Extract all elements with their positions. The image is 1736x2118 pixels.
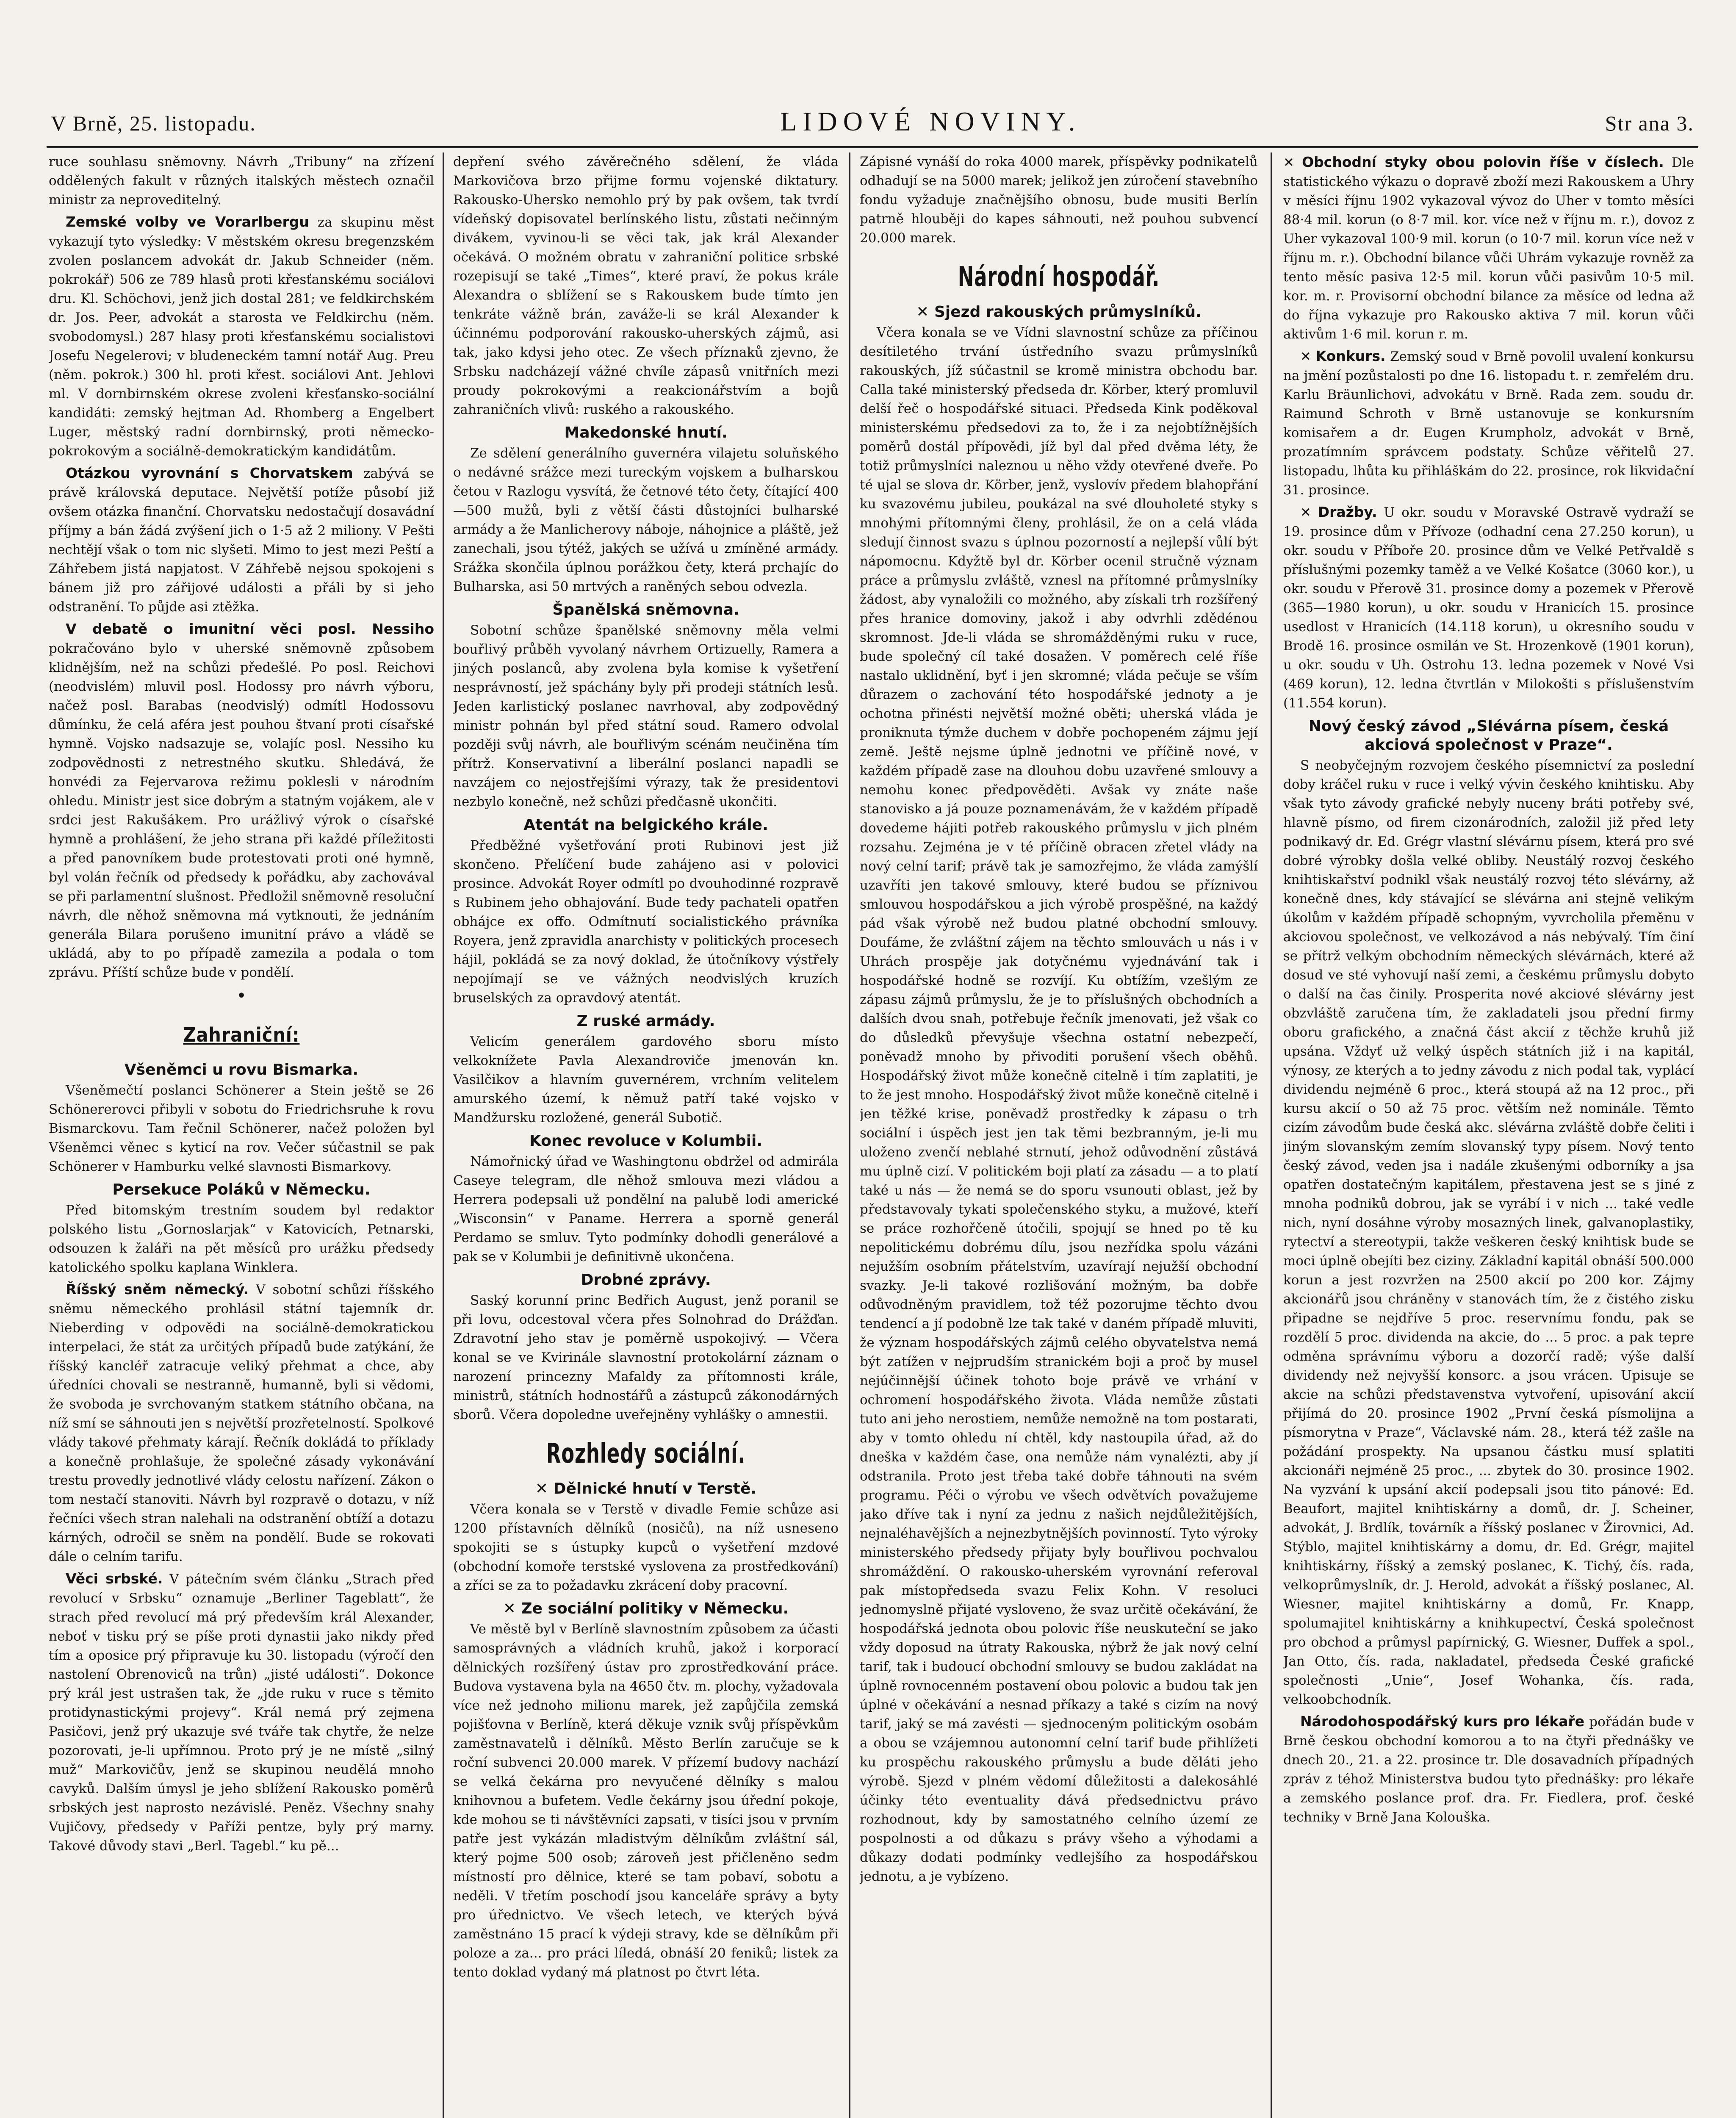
article-text: Zápisné vynáší do roka 4000 marek, příspěvky podnikatelů odhadují se na 5000 marek; jelikož jen zúročení stavebního fondu vyžaduje značnějšího obnosu, bude musiti Berlín patrně hlouběji do kapes sáhnouti, než pouhou subvencí 20.000 marek. xyxy=(860,154,1258,246)
section-heading-zahranicni: Zahraniční: xyxy=(183,1023,300,1046)
article-text: Sobotní schůze španělské sněmovny měla velmi bouřlivý průběh vyvolaný návrhem Ortizuelly, Ramera a jiných poslanců, aby zvolena byla komise k vyšetření nesprávností, jež spáchány byly při prodeji státních lesů. Jeden karlistický poslanec navrhoval, aby zodpovědný ministr pohnán byl před státní soud. Ramero odvolal později svůj návrh, ale bouřlivým scénám neučiněna tím přítrž. Konservativní a liberální poslanci napadli se navzájem co nejostřejšími výrazy, tak že presidentovi nezbylo konečně, než schůzi předčasně ukončiti. xyxy=(453,623,839,809)
article-text: Zemský soud v Brně povolil uvalení konkursu na jmění pozůstalosti po dne 16. listopadu t. r. zemřelém dru. Karlu Bräunlichovi, advokátu v Brně. Rada zem. soudu dr. Raimund Schroth v Brně ustanovuje se konkursním komisařem a dr. Eugen Krumpholz, advokát v Brně, prozatímním správcem podstaty. Schůze věřitelů 27. listopadu, lhůta ku přihláškám do 22. prosince, rok likvidační 31. prosince. xyxy=(1283,349,1694,498)
article-text: Ve městě byl v Berlíně slavnostním způsobem za účasti samosprávných a vládních kruhů, jakož i korporací dělnických rozšířený ústav pro zprostředkování práce. Budova vystavena byla na 4650 čtv. m. plochy, vyžadovala více než jednoho milionu marek, jež zapůjčila zemská pojišťovna v Berlíně, která děkuje vznik svůj příspěvkům zaměstnavatelů i dělníků. Město Berlín zaručuje se k roční subvenci 20.000 marek. V přízemí budovy nachází se velká čekárna pro nevyučené dělníky s malou knihovnou a bufetem. Vedle čekárny jsou úřední pokoje, kde mohou se ti návštěvníci zapsati, v tisíci jsou v prvním patře jest vykázán mladistvým dělníkům zvláštní sál, který pojme 500 osob; zároveň jest přičleněno sedm místností pro dělnice, které se tam pobaví, sobotu a neděli. V třetím poschodí jsou kanceláře správy a byty pro úřednictvo. Ve všech letech, ve kterých bývá zaměstnáno 15 prací k výdeji stravy, kde se dělníkům při poloze a za... pro práci líledá, obnáší 20 feniků; listek za tento doklad vydaný má platnost po čtvrt léta. xyxy=(453,1622,839,1980)
article-heading: Konec revoluce v Kolumbii. xyxy=(529,1132,763,1150)
article-heading: ✕ Ze sociální politiky v Německu. xyxy=(503,1600,789,1617)
article-heading: Drobné zprávy. xyxy=(581,1271,711,1289)
column-divider xyxy=(849,152,850,2118)
article-heading: Říšský sněm německý. xyxy=(66,1281,249,1297)
article-heading: Persekuce Poláků v Německu. xyxy=(112,1181,371,1198)
article-heading: Věci srbské. xyxy=(66,1570,163,1587)
article-heading: ✕ Dělnické hnutí v Terstě. xyxy=(535,1480,757,1497)
article-heading: V debatě o imunitní věci posl. Nessiho xyxy=(66,621,434,637)
cross-mark-icon: ✕ xyxy=(1300,505,1311,520)
article-heading: ✕ Sjezd rakouských průmyslníků. xyxy=(916,303,1202,321)
section-heading-narodni-hospodar: Národní hospodář. xyxy=(958,261,1160,293)
article-heading: Konkurs. xyxy=(1315,348,1386,364)
article-text: ruce souhlasu sněmovny. Návrh „Tribuny“ na zřízení oddělených fakult v různých italských městech označil ministr za neproveditelný. xyxy=(49,154,434,208)
article-text: Předběžné vyšetřování proti Rubinovi jest již skončeno. Přelíčení bude zahájeno asi v polovici prosince. Advokát Royer odmítl po dvouhodinné rozpravě s Rubinem jeho obhajování. Bude tedy pachateli opatřen obhájce ex offo. Odmítnutí socialistického právníka Royera, jenž zpravidla anarchisty v politických procesech hájil, pokládá se za nový doklad, že útočníkovy výstřely nepojímají se ve vážných neodvislých kruzích bruselských za opravdový atentát. xyxy=(453,838,839,1006)
article-text: Saský korunní princ Bedřich August, jenž poranil se při lovu, odcestoval včera přes Solnohrad do Drážďan. Zdravotní jeho stav je poměrně uspokojivý. — Včera konal se ve Kvirinále slavnostní protokolární záznam o narození princezny Mafaldy za přítomnosti krále, ministrů, státních hodnostářů a zástupců zákonodárných sborů. Včera dopoledne uveřejněny vyhlášky o amnestii. xyxy=(453,1293,839,1422)
article-heading: Atentát na belgického krále. xyxy=(523,816,768,834)
separator-dot: • xyxy=(236,986,246,1006)
article-text: Včera konala se v Terstě v divadle Femie schůze asi 1200 přístavních dělníků (nosičů), na níž usneseno spokojiti se s ústupky kupců o vyšetření mzdové (obchodní komoře terstské vyslovena za prostředkování) a zříci se za to požadavku zkrácení doby pracovní. xyxy=(453,1502,839,1593)
article-text: pokračováno bylo v uherské sněmovně způsobem klidnějším, než na schůzi předešlé. Po posl. Reichovi (neodvislém) mluvil posl. Hodossy pro návrh výboru, načež posl. Barabas (neodvislý) odmítl Hodossovu důmínku, že celá aféra jest pouhou štvaní proti císařské hymně. Vojsko nadsazuje se, volajíc posl. Nessiho ku zodpovědnosti z netrestného skutku. Shledává, že honvédi za Fejervarova režimu poklesli v národním ohledu. Ministr jest sice dobrým a statným vojákem, ale v srdci jest Rakušákem. Pro urážlivý výrok o císařské hymně a prohlášení, že jeho strana při každé příležitosti a před panovníkem bude protestovati proti oné hymně, byl volán řečník od předsedy k pořádku, aby zachovával se při parlamentní slušnost. Předložil sněmovně resoluční návrh, dle něhož sněmovna má vytknouti, že jednáním generála Bilara porušeno imunitní právo a vládě se ukládá, aby to po případě zamezila a podala o tom zprávu. Příští schůze bude v pondělí. xyxy=(49,641,434,980)
page-number: Str ana 3. xyxy=(1605,111,1694,135)
cross-mark-icon: ✕ xyxy=(535,1480,548,1497)
article-text: Dle statistického výkazu o dopravě zboží mezi Rakouskem a Uhry v měsíci říjnu 1902 vykazoval vývoz do Uher v tomto měsíci 88·4 mil. korun (o 8·7 mil. kor. více než v říjnu m. r.), dovoz z Uher vykazoval 100·9 mil. korun (o 10·7 mil. korun více než v říjnu m. r.). Obchodní bilance vůči Uhrám vykazuje rovněž za tento měsíc pasiva 12·5 mil. korun vůči pasivům 10·5 mil. kor. m. r. Provisorní obchodní bilance za měsíce od ledna až do října vykazuje pro Rakousko aktiva 7 mil. korun vůči aktivům 1·6 mil. korun r. m. xyxy=(1283,155,1694,342)
article-text: Všeněmečtí poslanci Schönerer a Stein ještě se 26 Schönererovci přibyli v sobotu do Friedrichsruhe k rovu Bismarckovu. Tam řečnil Schönerer, načež položen byl Všeněmci věnec s kyticí na rov. Večer súčastnil se pak Schönerer v Hamburku velké slavnosti Bismarkovy. xyxy=(49,1083,434,1174)
article-text: zabývá se právě královská deputace. Největší potíže působí již ovšem otázka finanční. Chorvatsku nedostačují dosavádní příjmy a bán žádá zvýšení jich o 1·5 až 2 miliony. V Pešti nechtějí však o tom nic slyšeti. Mimo to jest mezi Peští a Záhřebem jistá napjatost. V Záhřebě nejsou spokojeni s bánem již pro zářijové události a přáli by si jeho odstranění. To půjde asi ztěžka. xyxy=(49,466,434,615)
section-heading-rozhledy: Rozhledy sociální. xyxy=(546,1438,746,1469)
article-heading: Národohospodářský kurs pro lékaře xyxy=(1300,1713,1585,1730)
column-4 xyxy=(1283,152,1694,2118)
article-text: Ze sdělení generálního guvernéra vilajetu soluňského o nedávné srážce mezi tureckým vojskem a bulharskou četou v Razlogu vysvítá, že četnové této čety, čítající 400—500 mužů, byli z větší části důstojníci bulharské armády a že Manlicherovy náboje, náhojnice a pláště, jež zanechali, jsou týtéž, jakých se užívá u zmíněné armády. Srážka skončila úplnou porážkou čety, která prchajíc do Bulharska, asi 50 mrtvých a raněných sebou odvezla. xyxy=(453,446,839,594)
article-text: pořádán bude v Brně českou obchodní komorou a to na čtyři přednášky ve dnech 20., 21. a 22. prosince tr. Dle dosavadních případných zpráv z téhož Ministerstva budou tyto přednášky: pro lékaře a zemského poslance prof. dra. Fr. Fiedlera, prof. české techniky v Brně Jana Kolouška. xyxy=(1283,1714,1694,1825)
cross-mark-icon: ✕ xyxy=(916,303,929,321)
article-text: Velicím generálem gardového sboru místo velkoknížete Pavla Alexandroviče jmenován kn. Vasilčikov a hlavním guvernérem, vrchním velitelem amurského území, k němuž patří také vojsko v Mandžursku rozložené, generál Subotič. xyxy=(453,1034,839,1126)
article-text: V pátečním svém článku „Strach před revolucí v Srbsku“ oznamuje „Berliner Tageblatt“, že strach před revolucí má prý především král Alexander, neboť v tisku prý se píše proti dynastii jako nikdy před tím a oposice prý připravuje ku 30. listopadu (výročí den nastolení Obrenoviců na trůn) „jisté události“. Dokonce prý král jest ustrašen tak, že „jde ruku v ruce s těmito protidynastickými projevy“. Král nemá prý zejmena Pasičovi, jenž prý ukazuje své tváře tak chytře, že nelze pozorovati, je-li upřímnou. Proto prý je ne místě „silný muž“ Markovičův, jenž se skupinou neudělá mnoho cavyků. Dalším úmysl je jeho sblížení Rakousko poměrů srbských jest naprosto nezávislé. Peněz. Všechny snahy Vujičovy, předsedy v Paříži pentze, byly prý marny. Takové důvody stavi „Berl. Tagebl.“ ku pě... xyxy=(49,1572,434,1854)
column-divider xyxy=(1271,152,1272,2118)
article-text: depření svého závěrečného sdělení, že vláda Markovičova brzo přijme formu vojenské diktatury. Rakousko-Uhersko nemohlo prý by pak ovšem, tak tvrdí vídeňský dopisovatel berlínského listu, zůstati nečinným divákem, vyvinou-li se věci tak, jak král Alexander očekává. O možném obratu v zahraniční politice srbské rozepisují se také „Times“, které praví, že pokus krále Alexandra o sblížení se s Rakouskem bude tímto jen tenkráte vážně brán, zaváže-li se král Alexander k účinnému podporování rakousko-uherských zájmů, asi tak, jako kdysi jeho otec. Ze všech příznaků zjevno, že Srbsku nadcházejí vážné chvíle zápasů vnitřních mezi proudy pokrokovými a reakcionářstvím a bojů zahraničních vlivů: ruského a rakouského. xyxy=(453,154,839,417)
article-text: S neobyčejným rozvojem českého písemnictví za poslední doby kráčel ruku v ruce i velký vývin českého knihtisku. Aby však tyto závody grafické nebyly nuceny bráti potřeby své, hlavně písmo, od firem cizonárodních, založil již před lety podnikavý dr. Ed. Grégr vlastní slévárnu písem, která pro své dobré výrobky došla velké obliby. Neustálý rozvoj českého knihtiskařství podnikl však neustálý rozvoj této slévárny, až konečně dnes, kdy stávající se slévárna ani stejně velikým úkolům v každém případě schopným, vyvrcholila přeměnu v akciovou společnost, ve velkozávod a nás nebývalý. Tím činí se přítrž velkým obchodním německých slévárnách, které až dosud ve sté vyhovují naší zemi, a českému průmyslu dobyto o další na čas činily. Prosperita nové akciové slévárny jest obzvláště zaručena tím, že zakladateli jsou přední firmy oboru grafického, a značná část akcií z těchže kruhů již upsána. Vždyť už velký úspěch státních již i na kapitál, výnosy, ze kterých a to jedny závodu z nich podal tak, vyplácí dividendu nejméně 6 proc., která stoupá až na 12 proc., při kursu akcií o 50 až 75 proc. větším než nominále. Těmto cizím závodům bude česká akc. slévárna zvláště dobře čeliti i jiným slovanským zemím slovanský typy písem. Nový tento český závod, veden jsa i nadále zkušenými odborníky a jsa opatřen dostatečným kapitálem, přestavena jest se s jiné z mnoha podniků dobrou, jak se vyrábí i v nich ... také vedle nich, nyní dosáhne výroby mosazných linek, galvanoplastiky, rytectví a stereotypii, takže veškeren český knihtisk bude se moci úplně obejíti bez ciziny. Základní kapitál obnáší 500.000 korun a jest rozvržen na 2500 akcií po 200 kor. Zájmy akcionářů jsou chráněny v stanovách tím, že z čistého zisku připadne se nejdříve 5 proc. reservnímu fondu, pak se rozdělí 5 proc. dividenda na akcie, do ... 5 proc. a pak tepre odměna správnímu výboru a dozorčí radě; výše další dividendy než nejvyšší konsorc. a jsou vrácen. Upisuje se akcie na schůzi představenstva vytvoření, upisování akcií přijímá do 20. prosince 1902 „První česká písmolijna a písmorytna v Praze“, Václavské nám. 28., která též zašle na požádání prospekty. Na upsanou částku musí splatiti akcionáři nejméně 25 proc., ... zbytek do 30. prosince 1902. Na vyzvání k upsání akcií podepsali jsou tito pánové: Ed. Beaufort, majitel knihtiskárny a domů, dr. J. Scheiner, advokát, J. Brdlík, továrník a říšský poslanec v Žirovnici, Ad. Stýblo, majitel knihtiskárny a domu, dr. Ed. Grégr, majitel knihtiskárny, říšský a zemský poslanec, K. Tichý, čís. rada, velkoprůmyslník, dr. J. Herold, advokát a říšský poslanec, Al. Wiesner, majitel knihtiskárny a domů, Fr. Knapp, spolumajitel knihtiskárny a knihkupectví, Česká společnost pro obchod a průmysl papírnický, G. Wiesner, Duffek a spol., Jan Otto, čís. rada, nakladatel, předseda České grafické společnosti „Unie“, Josef Wohanka, čís. rada, velkoobchodník. xyxy=(1283,758,1694,1707)
article-heading: Obchodní styky obou polovin říše v číslech. xyxy=(1302,154,1664,170)
masthead-rule xyxy=(47,146,1698,148)
place-date: V Brně, 25. listopadu. xyxy=(51,111,256,135)
article-heading: Nový český závod „Slévárna písem, česká akciová společnost v Praze“. xyxy=(1308,718,1669,754)
column-3 xyxy=(860,152,1258,2118)
cross-mark-icon: ✕ xyxy=(503,1600,516,1617)
article-heading: Otázkou vyrovnání s Chorvatskem xyxy=(66,465,353,481)
article-text: za skupinu měst vykazují tyto výsledky: V městském okresu bregenzském zvolen poslancem advokát dr. Jakub Schneider (něm. pokrokář) 506 ze 789 hlasů proti křesťanskému sociálovi dru. Kl. Schöchovi, jenž jich dostal 281; ve feldkirchském dr. Jos. Peer, advokát a starosta ve Feldkirchu (něm. svobodomysl.) 287 hlasy proti křesťanskému socialistovi Josefu Negelerovi; v bludeneckém tamní notář Aug. Preu (něm. pokrok.) 300 hl. proti křest. sociálovi Ant. Jehlovi ml. V dornbirnském okrese zvoleni křesťansko-sociální kandidáti: zemský hejtman Ad. Rhomberg a Engelbert Luger, městský radní dornbirnský, proti německo-pokrokovým a sociálně-demokratickým kandidátům. xyxy=(49,215,434,459)
cross-mark-icon: ✕ xyxy=(1300,349,1311,364)
newspaper-title: LIDOVÉ NOVINY. xyxy=(780,106,1081,136)
article-heading: Všeněmci u rovu Bismarka. xyxy=(124,1061,359,1078)
article-text: Námořnický úřad ve Washingtonu obdržel od admirála Caseye telegram, dle něhož smlouva mezi vládou a Herrera podepsali už pondělní na palubě lodi americké „Wisconsin“ v Paname. Herrera a sporně generál Perdamo se smluv. Tyto podmínky dohodli generálové a pak se v Kolumbii je definitivně ukončena. xyxy=(453,1154,839,1264)
column-2 xyxy=(453,152,839,2118)
cross-mark-icon: ✕ xyxy=(1283,155,1294,170)
article-text: Včera konala se ve Vídni slavnostní schůze za příčinou desítiletého trvání ústředního svazu průmyslníků rakouských, jíž súčastnil se kromě ministra obchodu bar. Calla také ministerský předseda dr. Körber, který promluvil delší řeč o hospodářské situaci. Předseda Kink poděkoval ministerskému předsedovi za to, že i za nejobtížnějších poměrů dostál přípovědi, jíž byl dal před dvěma léty, že totiž průmyslníci naleznou u něho vždy otevřené dveře. Po té ujal se slova dr. Körber, jenž, vyslovív předem blahopřání ku svazovému jubileu, poukázal na své dlouholeté styky s mnohými přítomnými členy, prohlásil, že on a celá vláda sledují činnost svazu s úplnou pozorností a nejlepší vůlí být nápomocnu. Kdyžtě byl dr. Körber ocenil stručně význam práce a průmyslu zvláště, vznesl na přítomné průmyslníky žádost, aby vynaložili co možného, aby získali trh rozšířený přes hranice domoviny, jakož i aby odvrhli zdědénou skromnost. Jde-li vláda se shromážděnými ruku v ruce, bude společný cíl také dosažen. V poměrech celé říše nastalo uklidnění, byť i jen skromné; vláda pečuje se vším důrazem o zachování této hospodářské jednoty a je ochotna přinésti největší možné oběti; uherská vláda je proniknuta týmže duchem v dobře pochopeném zájmu její země. Ještě nejsme úplně jednotni ve příčině nové, v každém případě zase na dlouhou dobu uzavřené smlouvy a nemohu konec předpověděti. Avšak vy znáte naše stanovisko a já pouze poznamenávám, že v každém případě dovedeme hájiti potřeb rakouského průmyslu v jich plném rozsahu. Zejména je v té příčině obracen zřetel vlády na nový celní tarif; právě tak je samozřejmo, že vláda zamýšlí uzavříti jen takové smlouvy, které budou se příznivou smlouvou hospodářskou a jich výrobě prospěšné, na každý pád však výrobě než budou platné obchodní smlouvy. Doufáme, že zvláštní zájem na těchto smlouvách u nás i v Uhrách prospěje jak dotyčnému vyjednávání tak i hospodářské hodně se rozvíjí. Ku obtížím, vzešlým ze zápasu zájmů průmyslu, že je to příslušných obchodních a dalších dvou snah, potřebuje řečník jmenovati, jež však co do důsledků převyšuje všechna ostatní nebezpečí, poněvadž mnoho by přivoditi porušení všech oběhů. Hospodářský život může konečně citelně i tím zaplatiti, je to že jest mnoho. Hospodářský život může konečně citelně i jen těžké krise, poněvadž prostředky k zápasu o trh sociální i úspěch jest jen tak těmi bezbranným, je-li mu uloženo zvenčí neblahé strnutí, jehož odůvodnění zůstává mu úplně cizí. V politickém boji platí za zásadu — a to platí také u nás — že nemá se do sporu vsunouti oblast, jež by představovaly tykati společenského styku, a mužové, kteří se práce rozhořčeně útočili, spojují se hned po tě ku nepolitickému dobrému dílu, jsou nezřídka spolu vázáni nejužším osobním přátelstvím, uzavírají nejužší obchodní svazky. Je-li takové rozlišování možným, ba dobře odůvodněným pravidlem, tož též pozorujme těchto dvou tendencí a jí podobně lze tak také v daném případě mluviti, že význam hospodářských zájmů celého obyvatelstva nemá být zatížen v nejprudším stranickém boji a proč by musel nejúčinnější účinek tohoto boje právě ve vrhání v ochromení hospodářského života. Vláda nemůže zůstati tuto ani jeho nerostiem, nemůže nemožně na tom postarati, aby v tomto ohledu ní chtěl, kdy nastoupila úřad, až do dneška v každém čase, ona nemůže nám vynalézti, aby jí odstranila. Proto jest třeba také dobře táhnouti na svém programu. Péči o výrobu ve všech odvětvích považujeme jako dříve tak i nyní za jednu z našich nejdůležitějších, nejnaléhavějších a nejnezbytnějších povinností. Tyto výroky ministerského předsedy přijaty byly bouřlivou pochvalou shromáždění. O rakousko-uherském vyrovnání referoval pak místopředseda svazu Felix Kohn. V resoluci jednomyslně přijaté vysloveno, že svaz určitě očekávání, že hospodářská jednota obou polovic říše neuskuteční se jako vždy doposud na útraty Rakouska, nýbrž že jak nový celní tarif, tak i budoucí obchodní smlouvy se budou zakládat na úplně rovnocenném postavení obou polovic a budou tak jen úplné v očekávání a nesnad příkazy a také s cizím na nový tarif, jaký se má zavésti — sjednoceným politickým osobám a obou se vzájemnou autonomní celní tarif bude přihlížeti ku prospěchu rakouského průmyslu a bude děláti jeho výrobě. Sjezd v plném vědomí důležitosti a dalekosáhlé účinky této eventuality dává předsednictvu právo rozhodnout, kdy by samostatného celního území ze pospolnosti a od důkazu s právy všeho a výhodami a důkazy dodati podmínky vedlejšího za hospodářskou jednotu, a je vybízeno. xyxy=(860,325,1258,1884)
article-heading: Zemské volby ve Vorarlbergu xyxy=(66,213,309,230)
article-text: U okr. soudu v Moravské Ostravě vydraží se 19. prosince dům v Přívoze (odhadní cena 27.250 korun), u okr. soudu v Příboře 20. prosince dům ve Velké Petřvaldě s příslušnými pozemky taměž a ve Velké Košatce (3060 kor.), u okr. soudu v Přerově 31. prosince domy a pozemek v Přerově (365—1980 korun), u okr. soudu v Hranicích 15. prosince usedlost v Hranicích (14.118 korun), u okresního soudu v Brodě 16. prosince osmilán ve St. Hrozenkově (1901 korun), u okr. soudu v Uh. Ostrohu 13. ledna pozemek v Nové Vsi (469 korun), 12. ledna čtvrtlán v Milokošti s příslušenstvím (11.554 korun). xyxy=(1283,505,1694,711)
column-divider xyxy=(443,152,444,2118)
column-1 xyxy=(49,152,434,2118)
article-heading: Dražby. xyxy=(1318,504,1377,520)
article-heading: Makedonské hnutí. xyxy=(564,424,728,441)
article-heading: Španělská sněmovna. xyxy=(552,601,739,618)
article-text: Před bitomským trestním soudem byl redaktor polského listu „Gornoslarjak“ v Katovicích, Petnarski, odsouzen k žaláři na pět měsíců pro urážku předsedy katolického spolku kaplana Winklera. xyxy=(49,1203,434,1275)
article-heading: Z ruské armády. xyxy=(576,1012,715,1030)
article-text: V sobotní schůzi říšského sněmu německého prohlásil státní tajemník dr. Nieberding v odpovědi na sociálně-demokratickou interpelaci, že stát za určitých případů bude zatýkání, že říšský kancléř zatracuje veliký přehmat a chce, aby úředníci chovali se nestranně, humanně, byli si vědomi, že svoboda je svrchovaným statkem státního občana, na níž smí se sáhnouti jen s největší prozřetelností. Spolkové vlády takové přehmaty kárají. Řečník dokládá to příklady a konečně prohlašuje, že společné zásady vykonávání trestu provedly jednotlivé vlády celostu nařízení. Zákon o tom nestačí stanoviti. Návrh byl rozpravě o dotazu, v níž řečníci všech stran nalehali na odstranění obtíží a dotazu kárných, odročil se sněm na pondělí. Bude se rokovati dále o celním tarifu. xyxy=(49,1282,434,1564)
masthead xyxy=(51,106,1694,144)
